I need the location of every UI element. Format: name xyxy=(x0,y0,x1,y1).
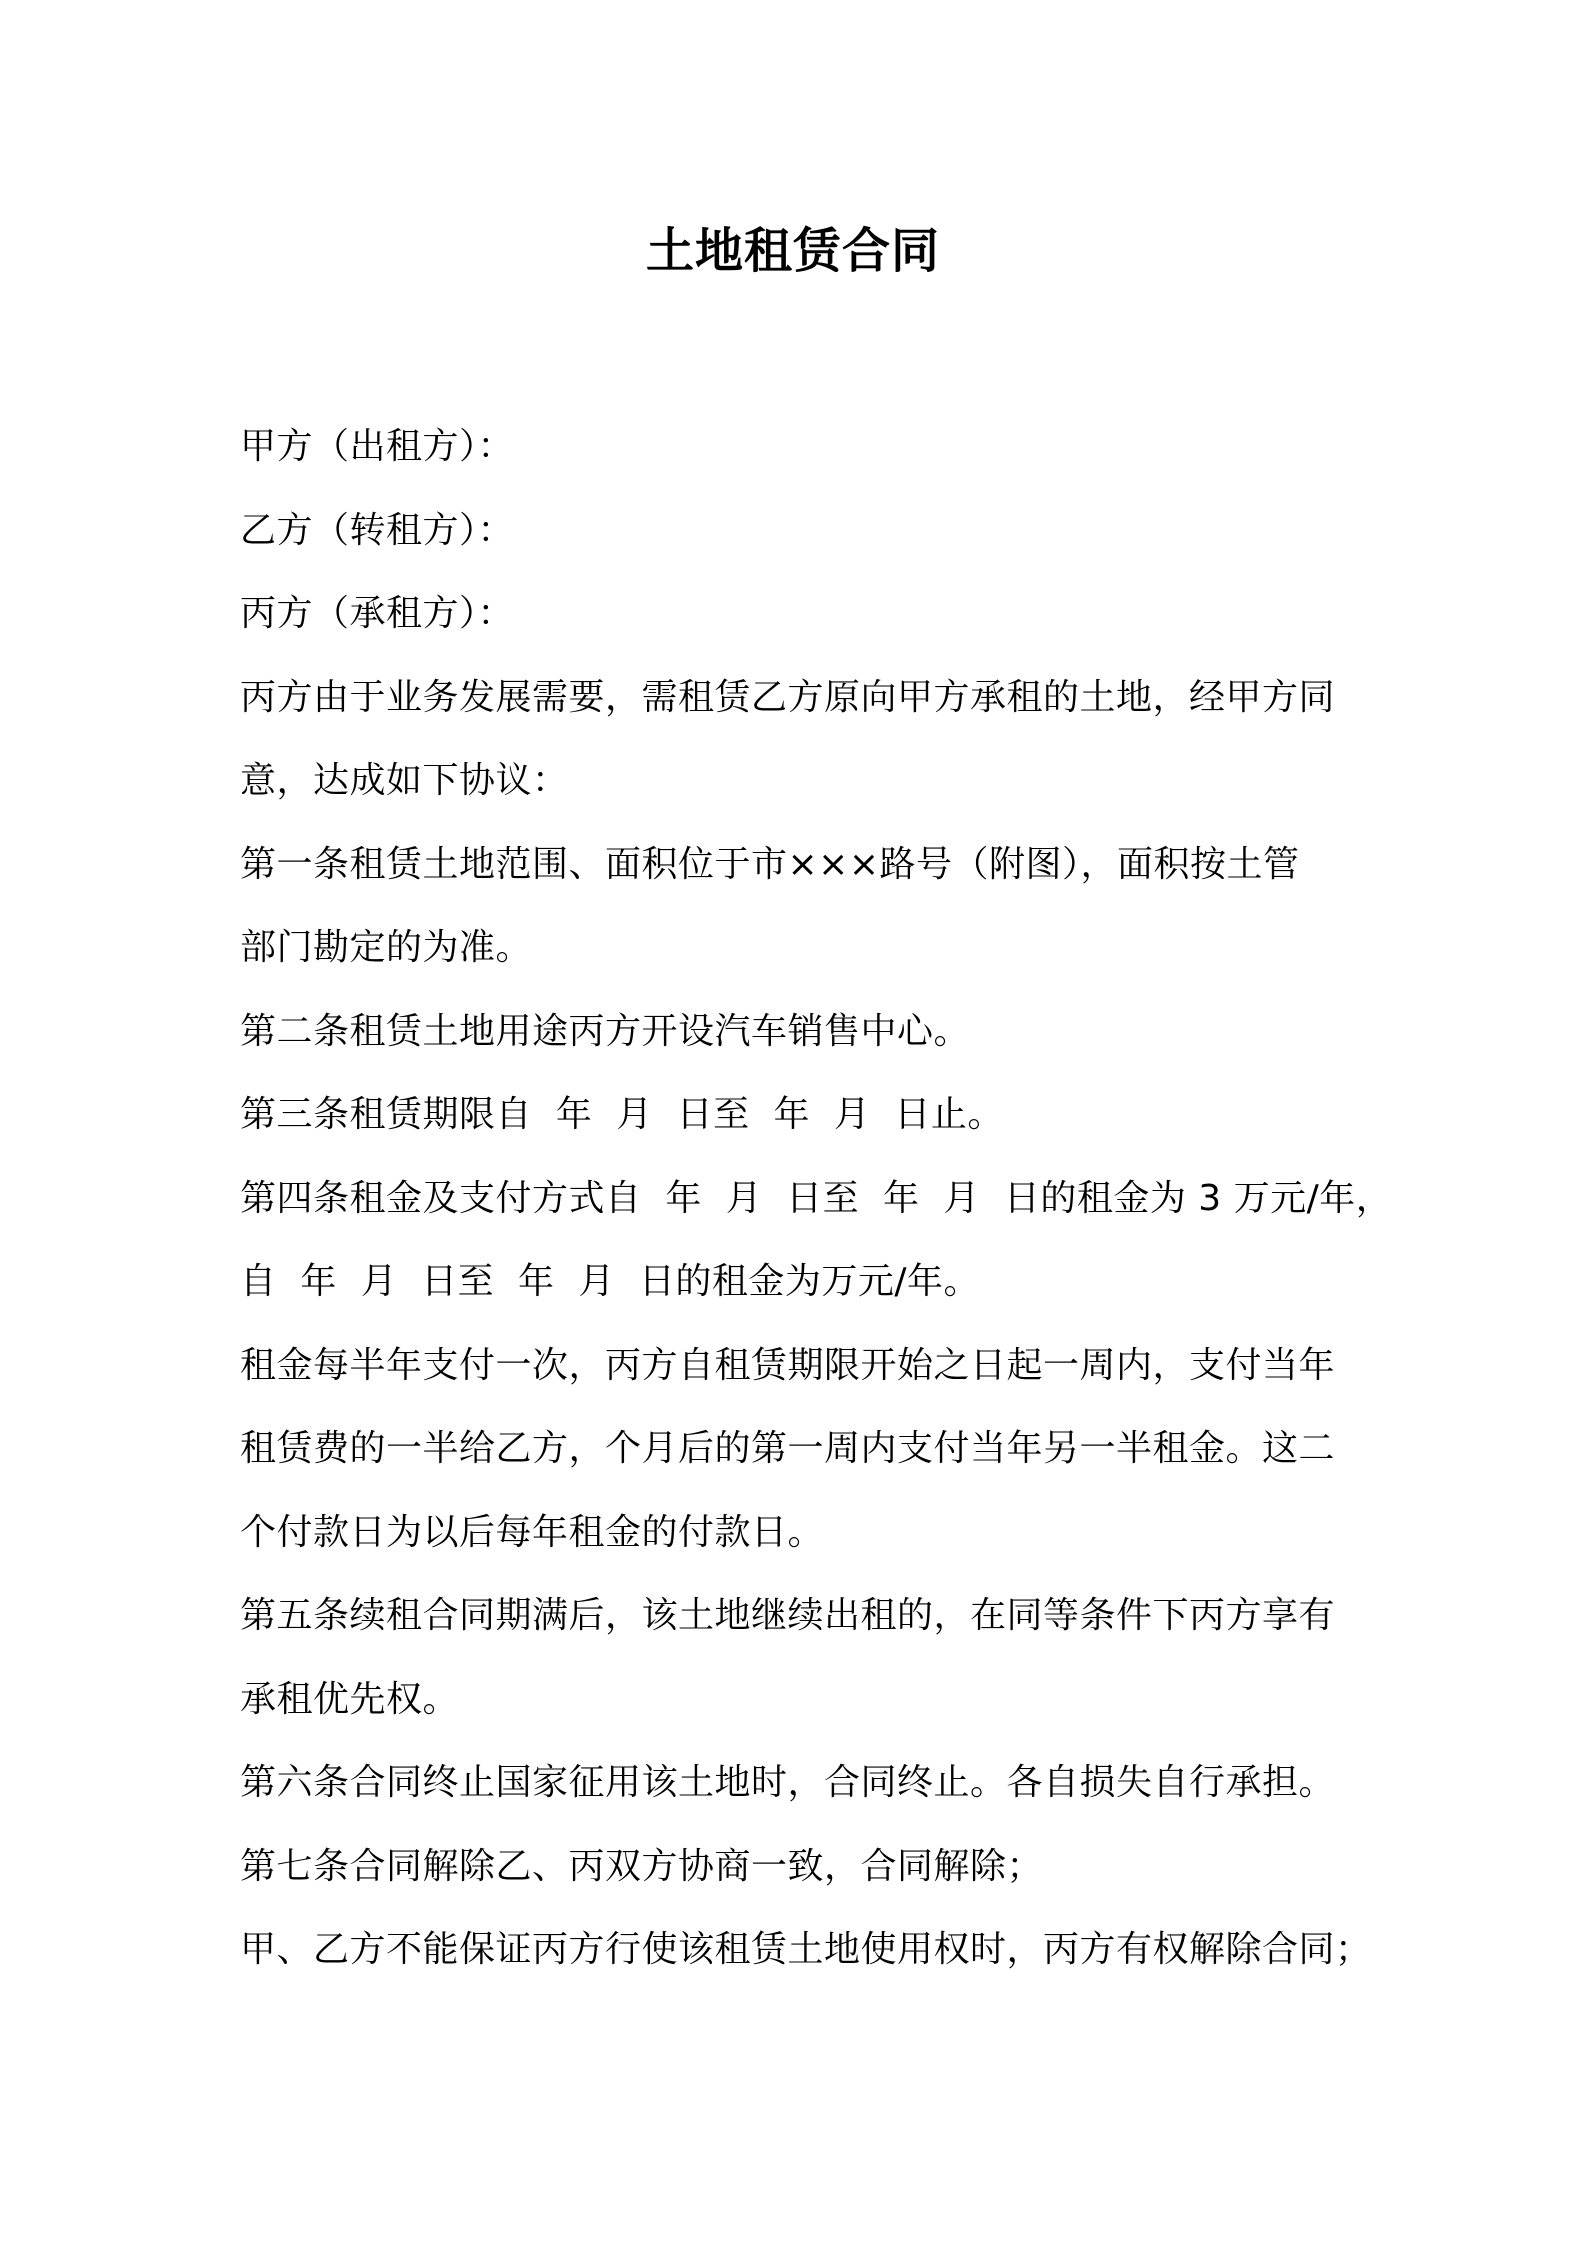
article-1-line-1: 第一条租赁土地范围、面积位于市×××路号（附图），面积按土管 xyxy=(240,843,1300,885)
article-4-line-1: 第四条租金及支付方式自 年 月 日至 年 月 日的租金为 3 万元/年， xyxy=(240,1177,1393,1219)
document-body xyxy=(240,405,1393,1992)
party-c-line: 丙方（承租方）： xyxy=(240,593,515,634)
payment-line-2: 租赁费的一半给乙方，个月后的第一周内支付当年另一半租金。这二 xyxy=(240,1428,1336,1469)
article-5-line-2: 承租优先权。 xyxy=(240,1678,460,1720)
article-5-line-1: 第五条续租合同期满后，该土地继续出租的，在同等条件下丙方享有 xyxy=(240,1595,1336,1636)
preamble-line-2: 意，达成如下协议： xyxy=(240,760,569,801)
party-a-line: 甲方（出租方）： xyxy=(240,426,515,467)
party-b-line: 乙方（转租方）： xyxy=(240,509,515,551)
article-7-line: 第七条合同解除乙、丙双方协商一致，合同解除； xyxy=(240,1845,1044,1887)
article-2-line: 第二条租赁土地用途丙方开设汽车销售中心。 xyxy=(240,1010,971,1052)
article-3-line: 第三条租赁期限自 年 月 日至 年 月 日止。 xyxy=(240,1094,1004,1135)
termination-line: 甲、乙方不能保证丙方行使该租赁土地使用权时，丙方有权解除合同； xyxy=(240,1929,1372,1970)
preamble-line-1: 丙方由于业务发展需要，需租赁乙方原向甲方承租的土地，经甲方同 xyxy=(240,676,1336,718)
payment-line-3: 个付款日为以后每年租金的付款日。 xyxy=(240,1511,825,1553)
article-1-line-2: 部门勘定的为准。 xyxy=(240,927,533,968)
article-4-line-2: 自 年 月 日至 年 月 日的租金为万元/年。 xyxy=(240,1261,980,1302)
payment-line-1: 租金每半年支付一次，丙方自租赁期限开始之日起一周内，支付当年 xyxy=(240,1344,1336,1386)
document-title: 土地租赁合同 xyxy=(645,223,940,279)
article-6-line: 第六条合同终止国家征用该土地时，合同终止。各自损失自行承担。 xyxy=(240,1762,1336,1803)
